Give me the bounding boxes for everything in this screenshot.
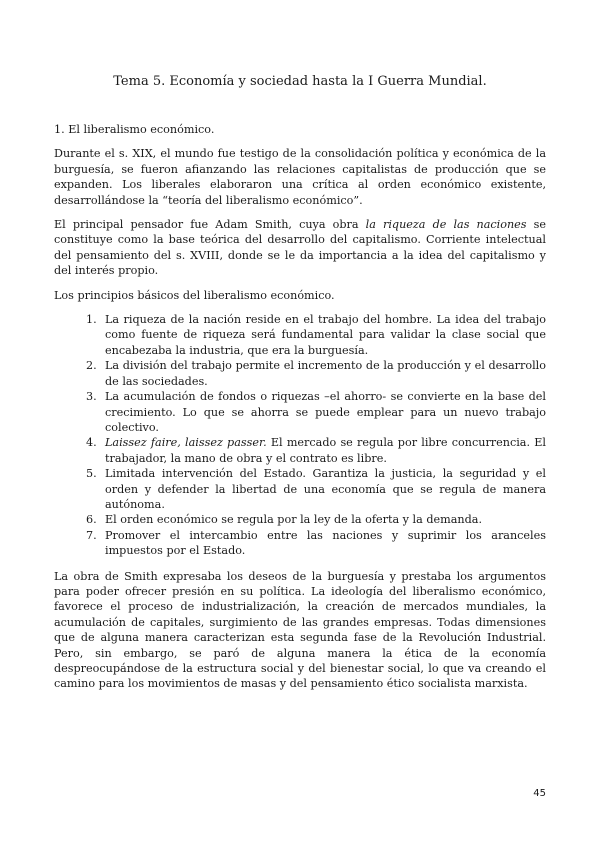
paragraph-conclusion: La obra de Smith expresaba los deseos de la burguesía y prestaba los argumentos para poder ofrecer presión en su política. La ideología del liberalismo económico, favorece el proceso de industrialización, la creación de mercados mundiales, la acumulación de capitales, surgimiento de las grandes empresas. Todas dimensiones que de alguna manera caracterizan esta segunda fase de la Revolución Industrial. Pero, sin embargo, se paró de alguna manera la ética de la economía despreocupándose de la estructura social y del bienestar social, lo que va creando el camino para los movimientos de masas y del pensamiento ético socialista marxista. <box>54 569 546 691</box>
list-item-text: Promover el intercambio entre las naciones y suprimir los aranceles impuestos por el Estado. <box>105 528 546 558</box>
list-item-text: El mercado se regula por libre concurrencia. El trabajador, la mano de obra y el contrato es libre. <box>105 436 546 465</box>
paragraph-adam-smith-text-after: se constituye como la base teórica del desarrollo del capitalismo. Corriente intelectual del pensamiento del s. XVIII, donde se le da importancia a la idea del capitalismo y del interés propio. <box>54 218 547 278</box>
list-item-number: 3. <box>86 390 97 404</box>
list-item-text: El orden económico se regula por la ley de la oferta y la demanda. <box>105 513 483 527</box>
document-body <box>54 122 546 701</box>
paragraph-adam-smith <box>54 217 546 279</box>
list-item <box>54 312 546 358</box>
book-title: la riqueza de las naciones <box>365 218 527 232</box>
list-item <box>54 358 546 389</box>
principles-intro: Los principios básicos del liberalismo económico. <box>54 288 335 302</box>
page-title: Tema 5. Economía y sociedad hasta la I Guerra Mundial. <box>113 74 487 89</box>
principles-list <box>54 312 546 559</box>
list-item <box>54 435 546 466</box>
list-item <box>54 512 546 527</box>
list-item-number: 1. <box>86 313 97 327</box>
list-item-text: La riqueza de la nación reside en el trabajo del hombre. La idea del trabajo como fuente de riqueza será fundamental para validar la clase social que encabezaba la industria, que era la burguesía. <box>105 313 546 357</box>
list-item-number: 2. <box>86 359 97 373</box>
list-item-text: Limitada intervención del Estado. Garantiza la justicia, la seguridad y el orden y defender la libertad de una economía que se regula de manera autónoma. <box>105 467 546 511</box>
list-item <box>54 528 546 559</box>
list-item-number: 6. <box>86 513 97 527</box>
list-item <box>54 466 546 512</box>
page-number: 45 <box>533 788 546 799</box>
list-item-number: 4. <box>86 436 97 450</box>
list-item-italic: Laissez faire, laissez passer. <box>105 436 267 450</box>
paragraph-adam-smith-text-before: El principal pensador fue Adam Smith, cuya obra <box>54 218 366 232</box>
list-item <box>54 389 546 435</box>
section-heading: 1. El liberalismo económico. <box>54 123 215 136</box>
list-item-number: 5. <box>86 467 97 481</box>
list-item-text: La división del trabajo permite el incremento de la producción y el desarrollo de las sociedades. <box>105 359 546 388</box>
paragraph-intro: Durante el s. XIX, el mundo fue testigo de la consolidación política y económica de la burguesía, se fueron afianzando las relaciones capitalistas de producción que se expanden. Los liberales elaboraron una crítica al orden económico existente, desarrollándose la “teoría del liberalismo económico”. <box>54 147 546 207</box>
list-item-text: La acumulación de fondos o riquezas –el ahorro- se convierte en la base del crecimiento. Lo que se ahorra se puede emplear para un nuevo trabajo colectivo. <box>105 390 546 434</box>
list-item-number: 7. <box>86 528 97 542</box>
